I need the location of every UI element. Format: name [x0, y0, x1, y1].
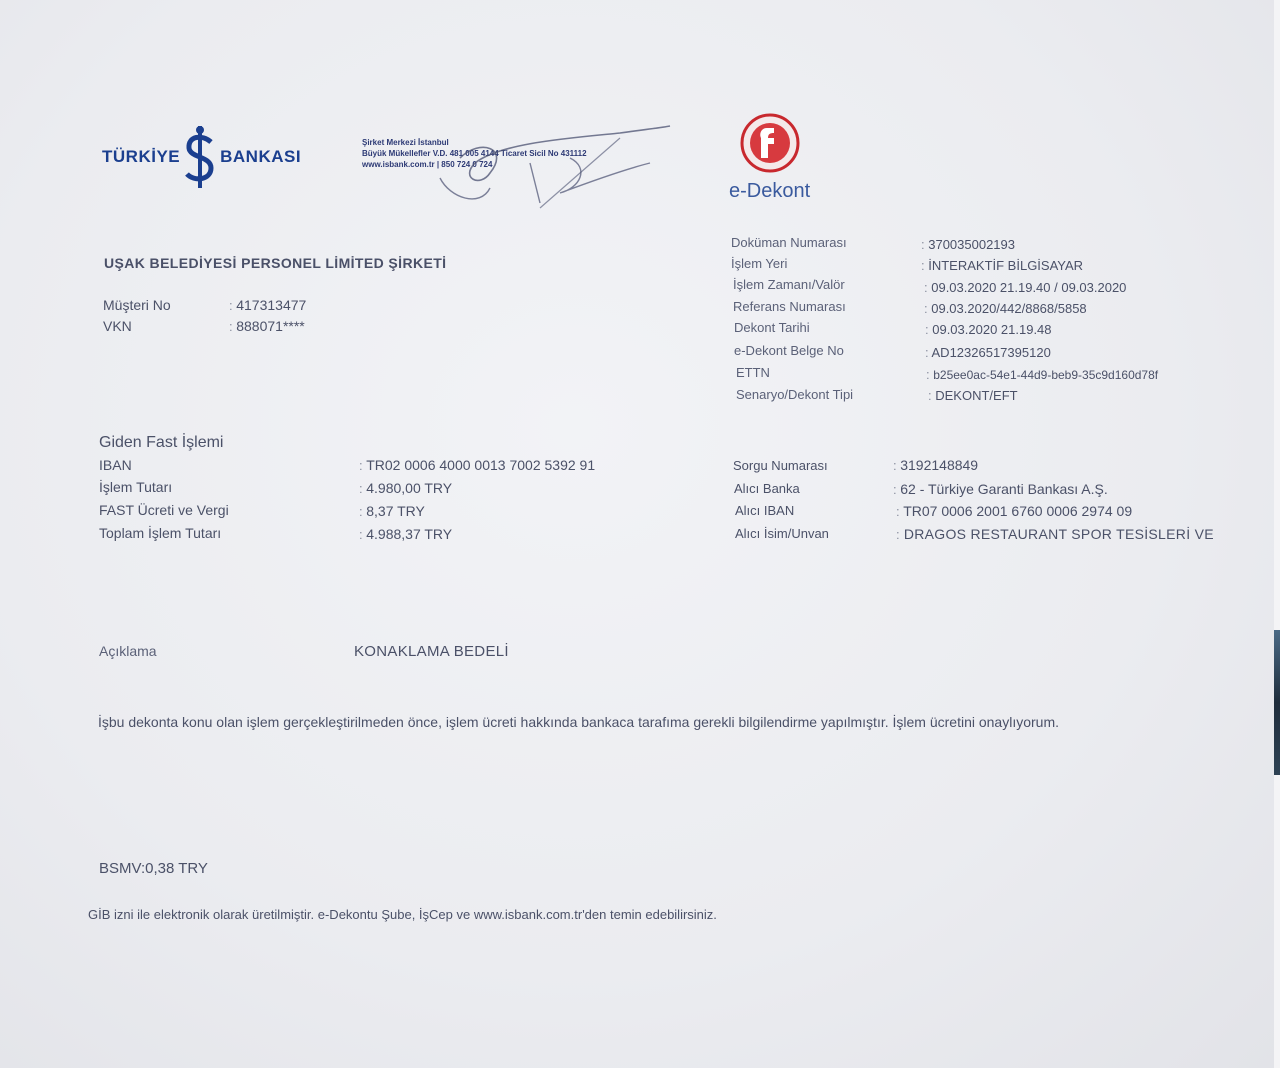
- description-value: KONAKLAMA BEDELİ: [354, 643, 509, 660]
- doc-row-label: İşlem Yeri: [731, 256, 788, 271]
- tx-row-label: Alıcı IBAN: [735, 503, 795, 518]
- customer-no-value: : 417313477: [229, 297, 307, 313]
- tx-row-label: İşlem Tutarı: [99, 479, 173, 495]
- tx-row-value: : 62 - Türkiye Garanti Bankası A.Ş.: [893, 481, 1108, 497]
- tx-row-label: Alıcı Banka: [734, 481, 800, 496]
- bank-name-right: BANKASI: [220, 147, 302, 166]
- info-text: İşbu dekonta konu olan işlem gerçekleştirilmeden önce, işlem ücreti hakkında bankaca tarafıma gerekli bilgilendirme yapılmıştır. İşlem ücretini onaylıyorum.: [98, 714, 1060, 730]
- edge-strip: [1274, 630, 1280, 775]
- doc-row-label: Dekont Tarihi: [734, 320, 810, 335]
- doc-row-label: Senaryo/Dekont Tipi: [736, 387, 854, 402]
- description-label: Açıklama: [99, 643, 157, 659]
- doc-row-value: : DEKONT/EFT: [928, 388, 1018, 403]
- doc-row-value: : İNTERAKTİF BİLGİSAYAR: [921, 258, 1084, 273]
- bsmv-text: BSMV:0,38 TRY: [99, 860, 208, 877]
- tx-row-label: Alıcı İsim/Unvan: [735, 526, 829, 541]
- background-edge: [1274, 0, 1280, 1068]
- doc-row-label: ETTN: [736, 365, 770, 380]
- tx-row-label: Sorgu Numarası: [733, 458, 828, 473]
- bank-emblem-icon: [182, 124, 218, 190]
- transaction-title: Giden Fast İşlemi: [99, 434, 224, 451]
- tx-row-value: : 8,37 TRY: [359, 503, 425, 519]
- tx-row-value: : DRAGOS RESTAURANT SPOR TESİSLERİ VE: [896, 526, 1214, 542]
- doc-row-label: Referans Numarası: [733, 299, 846, 314]
- doc-row-value: : 09.03.2020 21.19.48: [925, 322, 1052, 337]
- doc-row-label: e-Dekont Belge No: [734, 343, 844, 358]
- tx-row-value: : 3192148849: [893, 457, 979, 473]
- vkn-label: VKN: [103, 318, 132, 334]
- bank-address-line: Şirket Merkezi İstanbul: [362, 138, 449, 147]
- doc-row-value: : AD12326517395120: [925, 345, 1051, 360]
- tx-row-label: Toplam İşlem Tutarı: [99, 525, 222, 541]
- doc-row-label: İşlem Zamanı/Valör: [733, 277, 845, 292]
- doc-row-value: : 370035002193: [921, 237, 1015, 252]
- bank-logo: [102, 124, 301, 190]
- bank-name-left: TÜRKİYE: [102, 147, 181, 166]
- edekont-logo-icon: [734, 112, 806, 174]
- doc-row-value: : b25ee0ac-54e1-44d9-beb9-35c9d160d78f: [926, 367, 1159, 382]
- tx-row-value: : 4.988,37 TRY: [359, 526, 453, 542]
- footer-text: GİB izni ile elektronik olarak üretilmiştir. e-Dekontu Şube, İşCep ve www.isbank.com.tr'den temin edebilirsiniz.: [88, 907, 717, 922]
- doc-row-label: Doküman Numarası: [731, 235, 847, 250]
- edekont-label: e-Dekont: [729, 180, 811, 202]
- doc-row-value: : 09.03.2020/442/8868/5858: [924, 301, 1087, 316]
- bank-address-line: www.isbank.com.tr | 850 724 0 724: [362, 160, 493, 169]
- bank-address-line: Büyük Mükellefler V.D. 481 005 4144 Ticaret Sicil No 431112: [362, 149, 587, 158]
- signature-stamp: [420, 118, 680, 218]
- vkn-value: : 888071****: [229, 318, 305, 334]
- tx-row-value: : 4.980,00 TRY: [359, 480, 453, 496]
- tx-row-value: : TR07 0006 2001 6760 0006 2974 09: [896, 503, 1133, 519]
- company-name: UŞAK BELEDİYESİ PERSONEL LİMİTED ŞİRKETİ: [104, 255, 447, 271]
- doc-row-value: : 09.03.2020 21.19.40 / 09.03.2020: [924, 280, 1127, 295]
- tx-row-value: : TR02 0006 4000 0013 7002 5392 91: [359, 457, 596, 473]
- customer-no-label: Müşteri No: [103, 297, 171, 313]
- tx-row-label: FAST Ücreti ve Vergi: [99, 502, 229, 518]
- tx-row-label: IBAN: [99, 457, 132, 473]
